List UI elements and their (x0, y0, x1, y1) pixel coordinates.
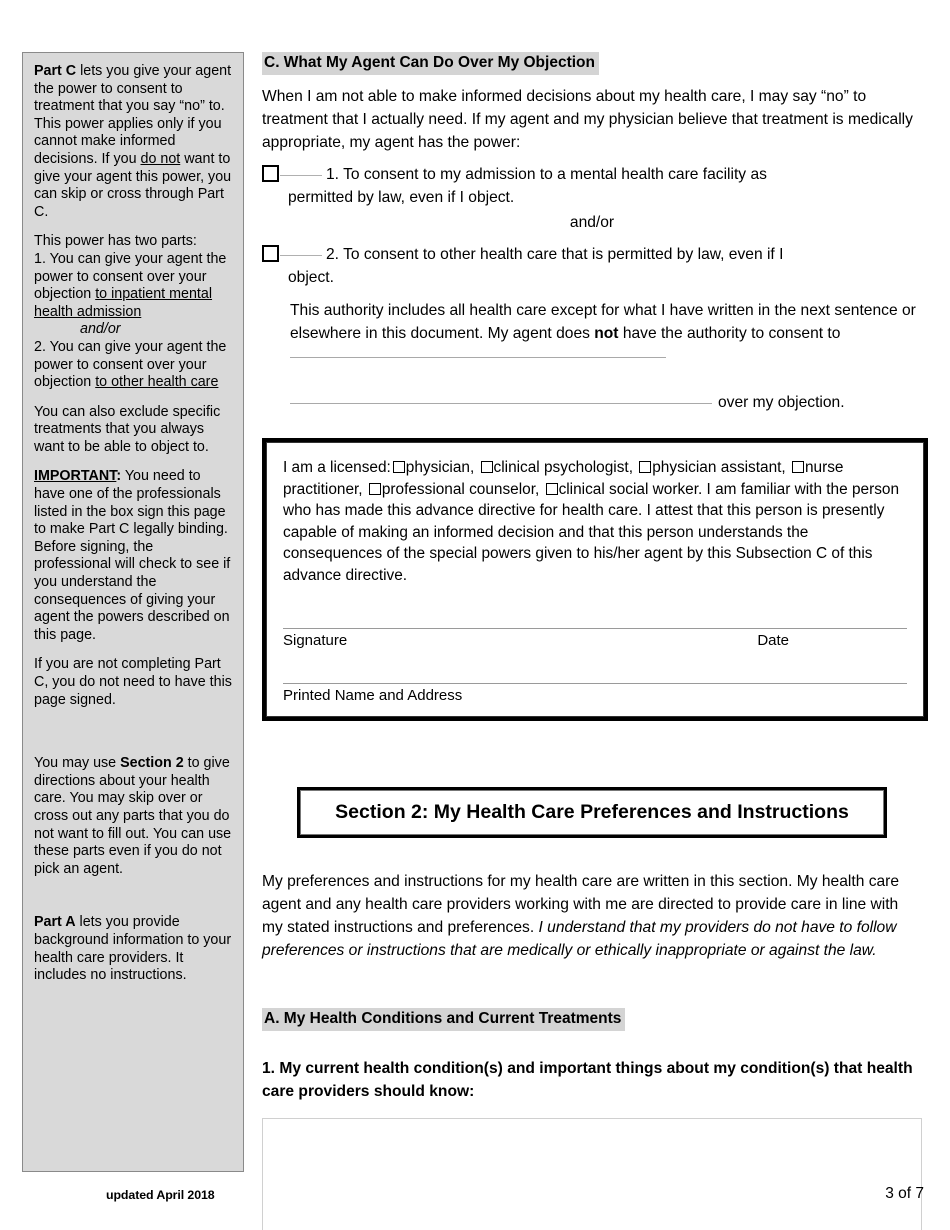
option-1-number: 1. (326, 166, 340, 183)
checkbox-nurse-practitioner[interactable] (792, 461, 804, 473)
section-2-banner (297, 787, 887, 838)
option-2-text-line1: To consent to other health care that is permitted by law, even if I (343, 246, 784, 263)
sidebar-two-parts-line1: This power has two parts: (34, 233, 197, 250)
sidebar-important-text: You need to have one of the professionals listed in the box sign this page to make Part C legally binding. Before signing, the professional will check to see if you understand the consequences of giving your agent the powers described on this page. (34, 468, 231, 643)
answer-input-question-1[interactable] (262, 1118, 922, 1230)
sidebar-spacer-2 (34, 890, 234, 914)
profession-clinical-psychologist: clinical psychologist, (493, 459, 633, 476)
sidebar-part-c-text2: want to give your agent this power, you can skip or cross through Part C. (34, 150, 232, 220)
sidebar-part-c-text1: lets you give your agent the power to consent to treatment that you say “no” to. This power applies only if you cannot make informed decisions. If you (34, 63, 232, 167)
sidebar-two-parts-line3: 2. You can give your agent the power to consent over your objection (34, 338, 227, 391)
sidebar-two-parts-underline2: to other health care (95, 374, 219, 391)
sidebar-two-parts (34, 233, 234, 391)
date-label: Date (757, 632, 789, 649)
option-1-text-line2: permitted by law, even if I object. (288, 189, 515, 206)
sidebar-andor: and/or (80, 321, 121, 338)
section-2-paragraph-italic: I understand that my providers do not have to follow preferences or instructions that are medically or ethically inappropriate or against the law. (262, 919, 897, 959)
footer-updated-date: updated April 2018 (106, 1188, 215, 1202)
attestation-body-text: I am familiar with the person who has made this advance directive for health care. I attest that this person is presently capable of making an informed decision and that this person understands the consequences of the special powers given to his/her agent by this Subsection C of this advance directive. (283, 480, 900, 584)
attestation-lead-in: I am a licensed: (283, 459, 391, 476)
sidebar-section-2-note (34, 755, 234, 878)
authority-text-2: have the authority to consent to (618, 325, 841, 342)
sidebar-spacer-1 (34, 721, 234, 755)
sidebar-not-completing-note: If you are not completing Part C, you do not need to have this page signed. (34, 656, 232, 708)
sidebar-important-colon: : (116, 468, 122, 485)
sidebar-section-2-pre: You may use (34, 755, 121, 772)
profession-physician: physician, (405, 459, 475, 476)
profession-clinical-social-worker: clinical social worker. (558, 480, 703, 498)
authority-not-emphasis: not (594, 325, 619, 342)
initials-rule-1[interactable] (280, 175, 322, 176)
sidebar-part-a-text: lets you provide background information to your health care providers. It includes no instructions. (34, 914, 232, 984)
authority-tail-text: over my objection. (718, 394, 845, 411)
option-1-row[interactable] (262, 163, 922, 209)
initials-rule-2[interactable] (280, 255, 322, 256)
checkbox-clinical-social-worker[interactable] (546, 483, 558, 495)
signature-label: Signature (283, 632, 348, 649)
option-2-text-line2: object. (288, 269, 334, 286)
sidebar-two-parts-line2: 1. You can give your agent the power to consent over your objection (34, 250, 227, 303)
checkbox-physician-assistant[interactable] (639, 461, 651, 473)
profession-physician-assistant: physician assistant, (652, 459, 786, 476)
section-2-paragraph (262, 870, 922, 962)
footer-page-number: 3 of 7 (885, 1185, 924, 1202)
option-2-row[interactable] (262, 243, 922, 289)
sidebar-section-2-text: to give directions about your health care. You may skip over or cross out any parts that you do not want to fill out. You can use these parts even if you do not pick an agent. (34, 755, 232, 877)
sidebar-important-note (34, 468, 234, 644)
printed-name-row[interactable] (283, 683, 907, 716)
and-or-separator: and/or (569, 214, 615, 231)
profession-professional-counselor: professional counselor, (381, 480, 540, 498)
section-2-title: Section 2: My Health Care Preferences and Instructions (300, 790, 884, 835)
checkbox-physician[interactable] (393, 461, 405, 473)
sidebar-part-c-intro (34, 63, 234, 221)
profession-nurse-practitioner: nurse practitioner, (283, 459, 844, 498)
checkbox-option-1[interactable] (262, 165, 279, 182)
question-1-label: 1. My current health condition(s) and important things about my condition(s) that health care providers should know: (262, 1059, 913, 1100)
heading-subsection-c: C. What My Agent Can Do Over My Objection (262, 52, 599, 75)
sidebar-part-a-note (34, 914, 234, 984)
section-2-paragraph-plain: My preferences and instructions for my health care are written in this section. My health care agent and any health care providers working with me are directed to provide care in line with my stated instructions and preferences. (262, 873, 900, 936)
sidebar-guidance-panel (22, 52, 244, 1172)
sidebar-exclude-note: You can also exclude specific treatments that you always want to be able to object to. (34, 403, 221, 455)
sidebar-part-c-label: Part C (34, 63, 77, 79)
signature-row[interactable] (283, 628, 907, 649)
sidebar-two-parts-underline1: to inpatient mental health admission (34, 286, 213, 320)
authority-paragraph (290, 299, 922, 414)
sidebar-part-a-label: Part A (34, 914, 76, 931)
printed-name-label: Printed Name and Address (283, 687, 463, 704)
authority-text-1: This authority includes all health care except for what I have written in the next sentence or elsewhere in this document. My agent does (290, 302, 916, 342)
checkbox-option-2[interactable] (262, 245, 279, 262)
attestation-statement (283, 457, 907, 586)
option-2-number: 2. (326, 246, 340, 263)
option-1-text-line1: To consent to my admission to a mental health care facility as (343, 166, 767, 183)
attestation-inner-frame (266, 442, 924, 717)
heading-subsection-a: A. My Health Conditions and Current Treatments (262, 1008, 625, 1031)
sidebar-important-label: IMPORTANT (34, 468, 117, 485)
main-content (262, 52, 922, 1230)
exclusion-fill-line-1[interactable] (290, 357, 666, 358)
checkbox-clinical-psychologist[interactable] (481, 461, 493, 473)
intro-paragraph: When I am not able to make informed decisions about my health care, I may say “no” to treatment that I actually need. If my agent and my physician believe that treatment is medically appropriate, my agent has the power: (262, 88, 913, 151)
sidebar-part-c-underline: do not (140, 150, 181, 167)
sidebar-section-2-label: Section 2 (120, 755, 184, 772)
exclusion-fill-line-2[interactable] (290, 403, 712, 404)
professional-attestation-box (262, 438, 928, 721)
checkbox-professional-counselor[interactable] (369, 483, 381, 495)
